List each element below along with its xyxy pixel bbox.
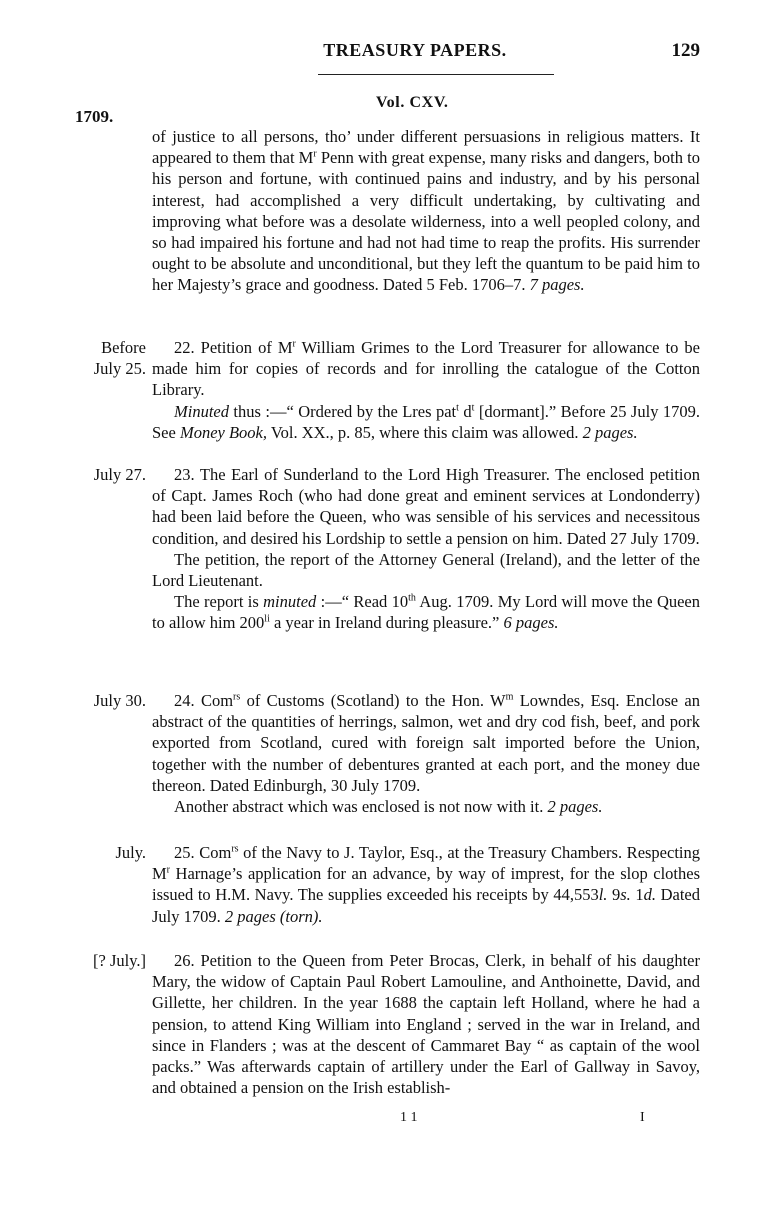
text-run: Vol. XX., p. 85, where this claim was allowed. (267, 422, 579, 442)
text-run: William Grimes to the Lord Treasurer for allowance to be made him for copies of records and for inrolling the catalogue of the Cotton Library. (152, 338, 700, 400)
text-run: Harnage’s application for an advance, by way of imprest, for the slop clothes issued to H.M. Navy. The supplies exceeded his receipts by 44,553 (152, 864, 700, 905)
date-line: Before (101, 338, 146, 357)
entry-body (152, 126, 700, 296)
superscript: r (166, 864, 171, 876)
margin-year: 1709. (75, 107, 114, 126)
italic-text: l. (598, 885, 608, 905)
running-title: TREASURY PAPERS. (323, 40, 507, 60)
signature-mark: 1 1 (400, 1110, 418, 1125)
page-count: 6 pages. (503, 613, 559, 633)
entry-body (152, 690, 700, 817)
entry-body (152, 337, 700, 443)
text-run: a year in Ireland during pleasure.” (269, 613, 500, 633)
page-count: 2 pages. (582, 422, 638, 442)
paragraph: 23. The Earl of Sunderland to the Lord High Treasurer. The enclosed petition of Capt. James Roch (who had done great and eminent services at Londonderry) had been laid before the Queen, who was sensible of his services and necessitous condition, and desired his Lordship to settle a pension on him. Dated 27 July 1709. (152, 465, 700, 548)
italic-text: d. (643, 885, 657, 905)
superscript: t (471, 402, 475, 414)
superscript: t (456, 402, 459, 414)
text-run: 25. Com (174, 843, 232, 862)
text-run: of the Navy to J. Taylor, Esq., at the Treasury Chambers. Respecting M (152, 843, 701, 884)
superscript: th (408, 592, 416, 604)
entry-body (152, 464, 700, 634)
text-run: of justice to all persons, tho’ under different persuasions in religious matters. It appeared to them that M (152, 127, 700, 168)
paragraph: 26. Petition to the Queen from Peter Brocas, Clerk, in behalf of his daughter Mary, the widow of Captain Paul Robert Lamouline, and Anthoinette, David, and Gillette, her children. In the year 1688 the captain left Holland, where he had a pension, to attend King William into England ; served in the war in Ireland, and since in Flanders ; was at the descent of Cammaret Bay “ as captain of the wool packs.” Was afterwards captain of artillery under the Earl of Gallway in Savoy, and obtained a pension on the Irish establish- (152, 951, 700, 1098)
entry-body (152, 842, 700, 927)
entry-date: July 30. (93, 691, 146, 710)
entry-date (60, 337, 146, 379)
text-run: 22. Petition of M (174, 338, 293, 357)
entry-date: July. (115, 843, 146, 862)
text-run: [dormant].” Before 25 July 1709. See (152, 401, 701, 442)
superscript: r (313, 148, 317, 160)
text-run: of Customs (Scotland) to the Hon. W (240, 691, 506, 710)
volume-heading: Vol. CXV. (376, 94, 449, 111)
text-run: The report is (174, 592, 264, 612)
page-count: 7 pages. (529, 275, 585, 295)
text-run: 1 (630, 885, 644, 905)
paragraph: The petition, the report of the Attorney General (Ireland), and the letter of the Lord Lieutenant. (152, 549, 700, 591)
superscript: r (292, 338, 296, 350)
italic-text: s. (620, 885, 631, 905)
text-run: Another abstract which was enclosed is not now with it. (174, 797, 544, 817)
italic-text: Money Book, (179, 422, 267, 442)
page-number: 129 (671, 40, 700, 61)
page-count: 2 pages (torn). (224, 906, 323, 926)
text-run: 9 (607, 885, 621, 905)
superscript: li (264, 613, 270, 625)
gathering-mark: I (640, 1110, 645, 1125)
italic-text: Minuted (174, 401, 229, 421)
text-run: d (458, 401, 472, 421)
page-count: 2 pages. (547, 797, 603, 817)
entry-date: July 27. (93, 465, 146, 484)
text-run: Aug. 1709. My Lord will move the Queen to allow him 200 (152, 592, 701, 633)
date-line: July 25. (93, 359, 146, 379)
text-run: Penn with great expense, many risks and dangers, both to his person and fortune, with continued pains and industry, and by his personal interest, had accomplished a very difficult undertaking, by cultivating and improving what before was a desolate wilderness, into a well peopled colony, and so had impaired his fortune and had not had time to reap the profits. His surrender ought to be absolute and unconditional, but they left the quantum to be paid him to her Majesty’s grace and goodness. Dated 5 Feb. 1706–7. (152, 148, 700, 295)
text-run: Dated July 1709. (152, 885, 700, 926)
header-rule (318, 74, 554, 75)
entry-body (152, 950, 700, 1098)
italic-text: minuted (263, 592, 317, 612)
entry-date: [? July.] (93, 951, 146, 970)
text-run: 24. Com (174, 691, 234, 710)
superscript: rs (233, 691, 241, 703)
superscript: rs (231, 843, 239, 855)
text-run: thus :—“ Ordered by the Lres pat (229, 401, 457, 421)
text-run: Lowndes, Esq. Enclose an abstract of the quantities of herrings, salmon, wet and dry cod fish, beef, and pork exported from Scotland, cured with foreign salt imported before the Union, together with the number of debentures granted at each port, and the money due thereon. Dated Edinburgh, 30 July 1709. (152, 691, 701, 795)
text-run: :—“ Read 10 (316, 592, 409, 612)
superscript: m (505, 691, 514, 703)
